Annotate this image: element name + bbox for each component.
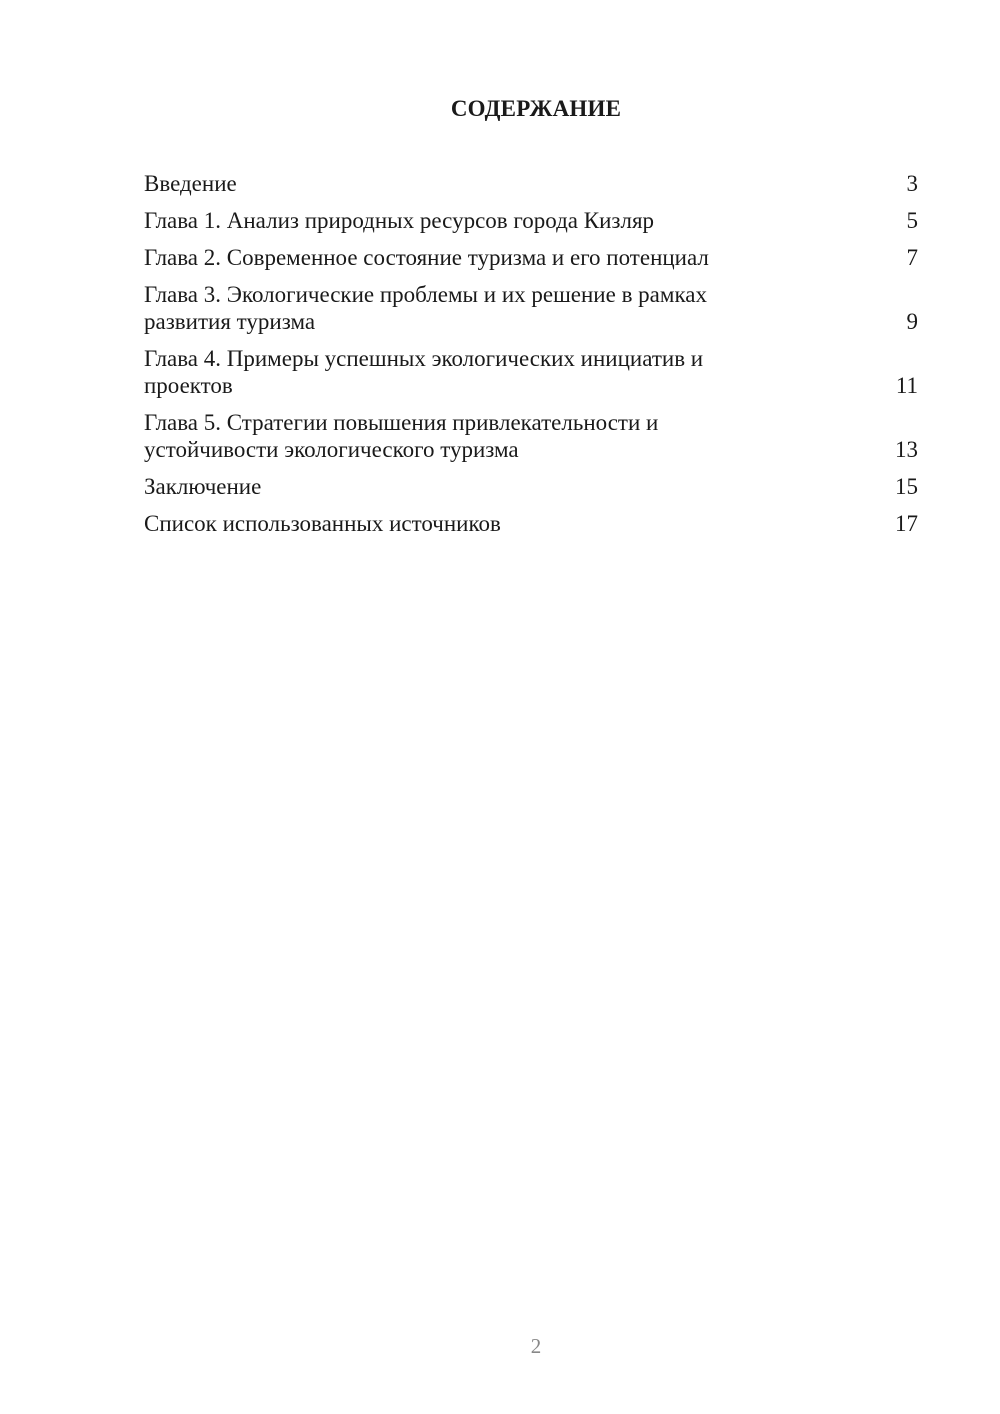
toc-entry-page: 7 xyxy=(906,245,918,270)
page-title: СОДЕРЖАНИЕ xyxy=(450,96,622,121)
toc-entry-page: 9 xyxy=(906,309,918,334)
toc-entry-text: Глава 1. Анализ природных ресурсов города Кизляр xyxy=(144,208,655,233)
toc-entry xyxy=(144,244,918,271)
toc-entry-page: 15 xyxy=(895,474,918,499)
toc-entry-text: Глава 3. Экологические проблемы и их решение в рамках развития туризма xyxy=(144,282,707,334)
toc-entry xyxy=(144,473,918,500)
toc-entry-page: 17 xyxy=(895,511,918,536)
toc-entry xyxy=(144,170,918,197)
toc-entry-text: Глава 2. Современное состояние туризма и его потенциал xyxy=(144,245,709,270)
page-number: 2 xyxy=(530,1334,542,1358)
toc-entry-text: Заключение xyxy=(144,474,262,499)
toc-entry-text: Список использованных источников xyxy=(144,511,501,536)
toc-entry-page: 13 xyxy=(895,437,918,462)
toc-entry xyxy=(144,409,918,463)
toc-entry-page: 11 xyxy=(895,373,918,398)
toc-entry-page: 5 xyxy=(906,208,918,233)
toc-entry-text: Глава 4. Примеры успешных экологических инициатив и проектов xyxy=(144,346,704,398)
toc-entry xyxy=(144,345,918,399)
toc-entry-page: 3 xyxy=(906,171,918,196)
toc-entry xyxy=(144,207,918,234)
toc-entry-text: Глава 5. Стратегии повышения привлекательности и устойчивости экологического туризма xyxy=(144,410,659,462)
table-of-contents xyxy=(144,170,918,547)
toc-entry xyxy=(144,510,918,537)
toc-entry-text: Введение xyxy=(144,171,237,196)
toc-entry xyxy=(144,281,918,335)
